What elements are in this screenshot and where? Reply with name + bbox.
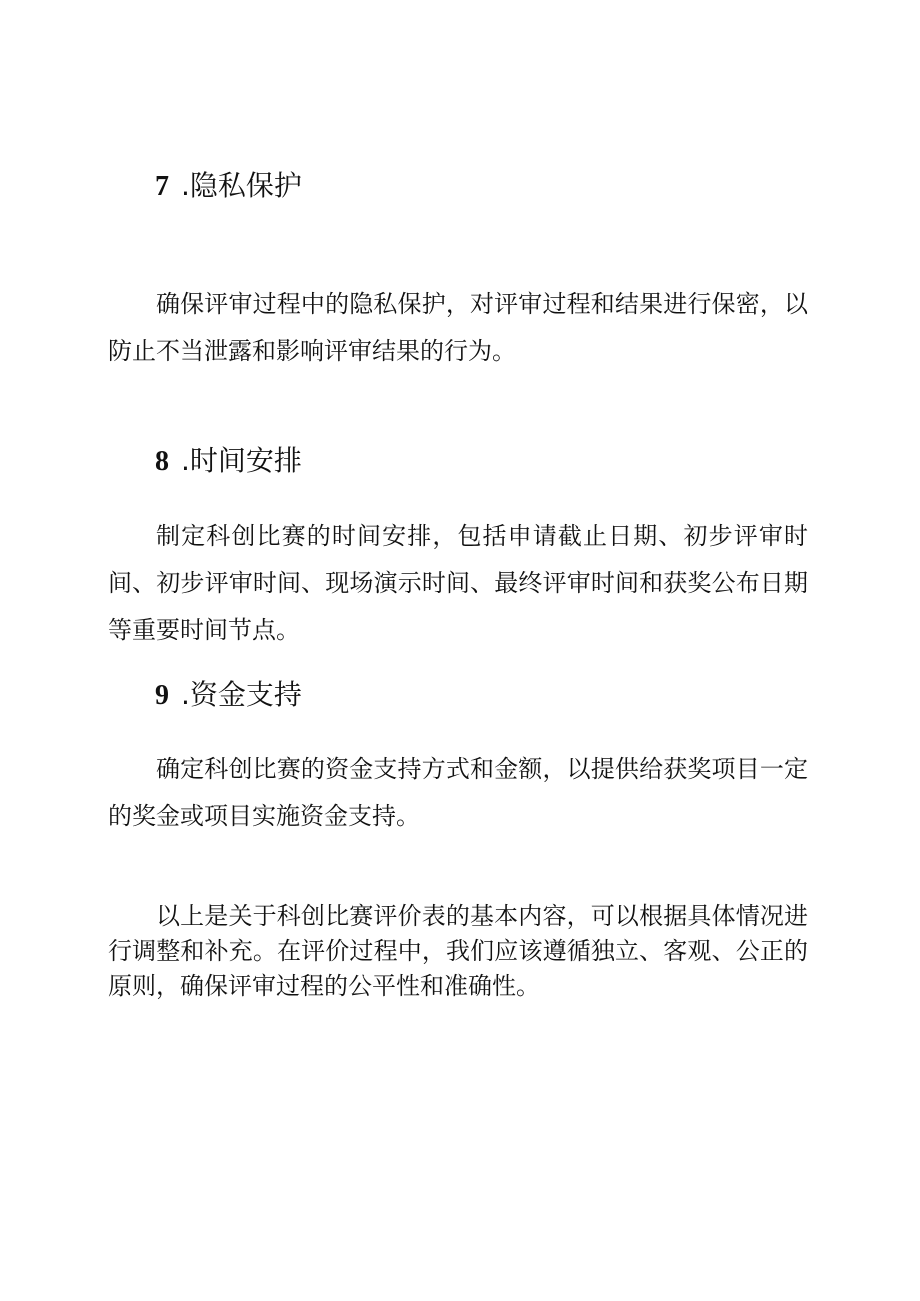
section-8-heading bbox=[155, 444, 302, 477]
closing-paragraph: 以上是关于科创比赛评价表的基本内容，可以根据具体情况进行调整和补充。在评价过程中，我们应该遵循独立、客观、公正的原则，确保评审过程的公平性和准确性。 bbox=[108, 902, 808, 1000]
section-8-title: .时间安排 bbox=[181, 444, 302, 477]
section-8-number: 8 bbox=[155, 446, 169, 477]
section-7-number: 7 bbox=[155, 171, 169, 202]
section-7-heading bbox=[155, 169, 302, 202]
section-7-title: .隐私保护 bbox=[181, 169, 302, 202]
section-9-heading bbox=[155, 678, 302, 711]
section-9-number: 9 bbox=[155, 680, 169, 711]
section-9-title: .资金支持 bbox=[181, 678, 302, 711]
section-8-body: 制定科创比赛的时间安排，包括申请截止日期、初步评审时间、初步评审时间、现场演示时间、最终评审时间和获奖公布日期等重要时间节点。 bbox=[108, 522, 808, 644]
section-9-body: 确定科创比赛的资金支持方式和金额，以提供给获奖项目一定的奖金或项目实施资金支持。 bbox=[108, 755, 808, 830]
section-7-body: 确保评审过程中的隐私保护，对评审过程和结果进行保密，以防止不当泄露和影响评审结果的行为。 bbox=[108, 290, 808, 365]
